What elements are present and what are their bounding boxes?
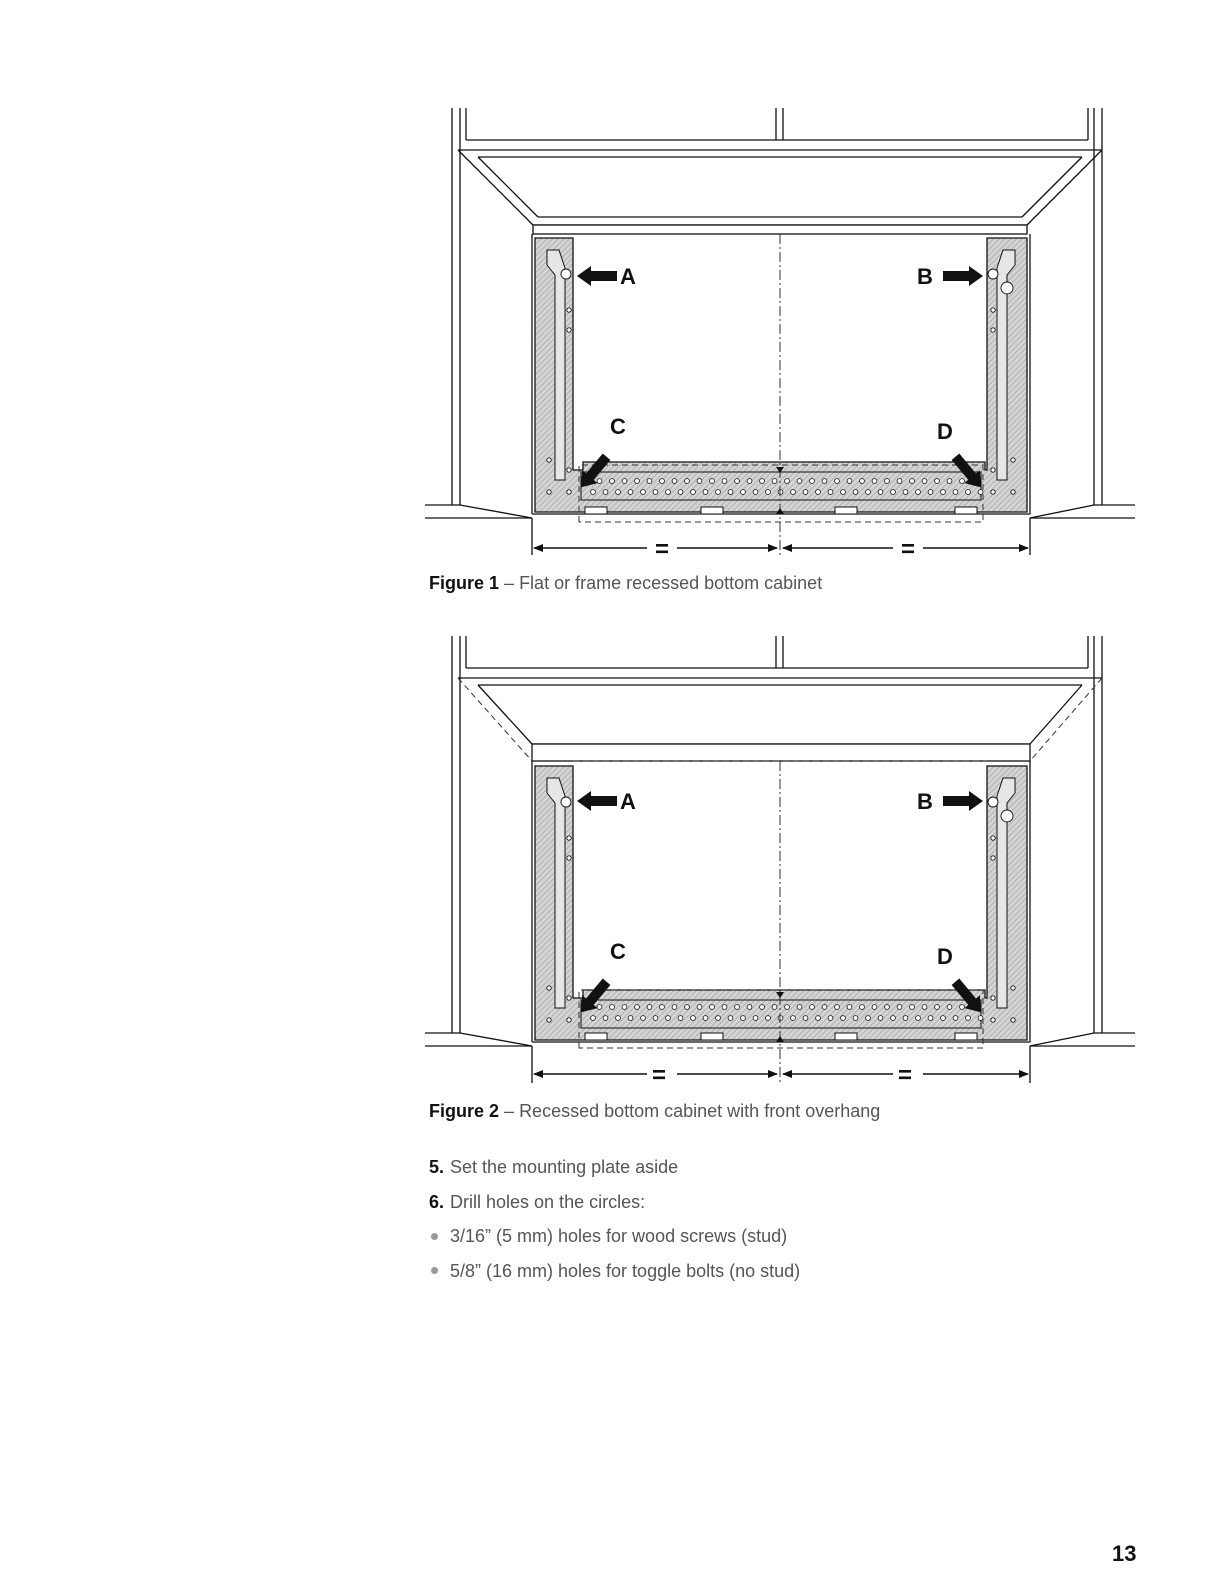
- figure-2-diagram: [425, 628, 1135, 1088]
- figure-1-diagram: [425, 100, 1135, 560]
- figure-1-text: Flat or frame recessed bottom cabinet: [519, 573, 823, 593]
- bullet-dot-icon: [431, 1267, 438, 1274]
- figure-1-label: Figure 1: [429, 573, 500, 593]
- instruction-list: [429, 1155, 800, 1293]
- callout-c: C: [610, 939, 626, 964]
- figure-1-separator: –: [504, 573, 515, 593]
- callout-d: D: [937, 419, 953, 444]
- step-text: Set the mounting plate aside: [450, 1157, 679, 1177]
- equal-mark-left: =: [654, 536, 670, 560]
- bullet-text: 5/8” (16 mm) holes for toggle bolts (no stud): [450, 1260, 801, 1281]
- step-item: [429, 1190, 800, 1225]
- equal-mark-left: =: [651, 1062, 667, 1088]
- callout-b: B: [917, 789, 933, 814]
- equal-mark-right: =: [900, 536, 916, 560]
- bullet-dot-icon: [431, 1233, 438, 1240]
- bullet-item: [429, 1224, 800, 1259]
- callout-a: A: [620, 264, 636, 289]
- bullet-item: [429, 1259, 800, 1294]
- equal-mark-right: =: [897, 1062, 913, 1088]
- callout-c: C: [610, 414, 626, 439]
- figure-2-separator: –: [504, 1101, 515, 1121]
- figure-2-label: Figure 2: [429, 1101, 500, 1121]
- callout-d: D: [937, 944, 953, 969]
- step-number: 5.: [429, 1157, 445, 1177]
- figure-2-text: Recessed bottom cabinet with front overhang: [519, 1101, 881, 1121]
- bullet-text: 3/16” (5 mm) holes for wood screws (stud): [450, 1226, 788, 1246]
- figure-2-caption: [429, 1101, 880, 1122]
- step-number: 6.: [429, 1191, 445, 1212]
- step-item: [429, 1155, 800, 1190]
- step-text: Drill holes on the circles:: [450, 1191, 646, 1212]
- page-number: 13: [1112, 1541, 1137, 1566]
- callout-b: B: [917, 264, 933, 289]
- callout-a: A: [620, 789, 636, 814]
- figure-1-caption: [429, 573, 822, 594]
